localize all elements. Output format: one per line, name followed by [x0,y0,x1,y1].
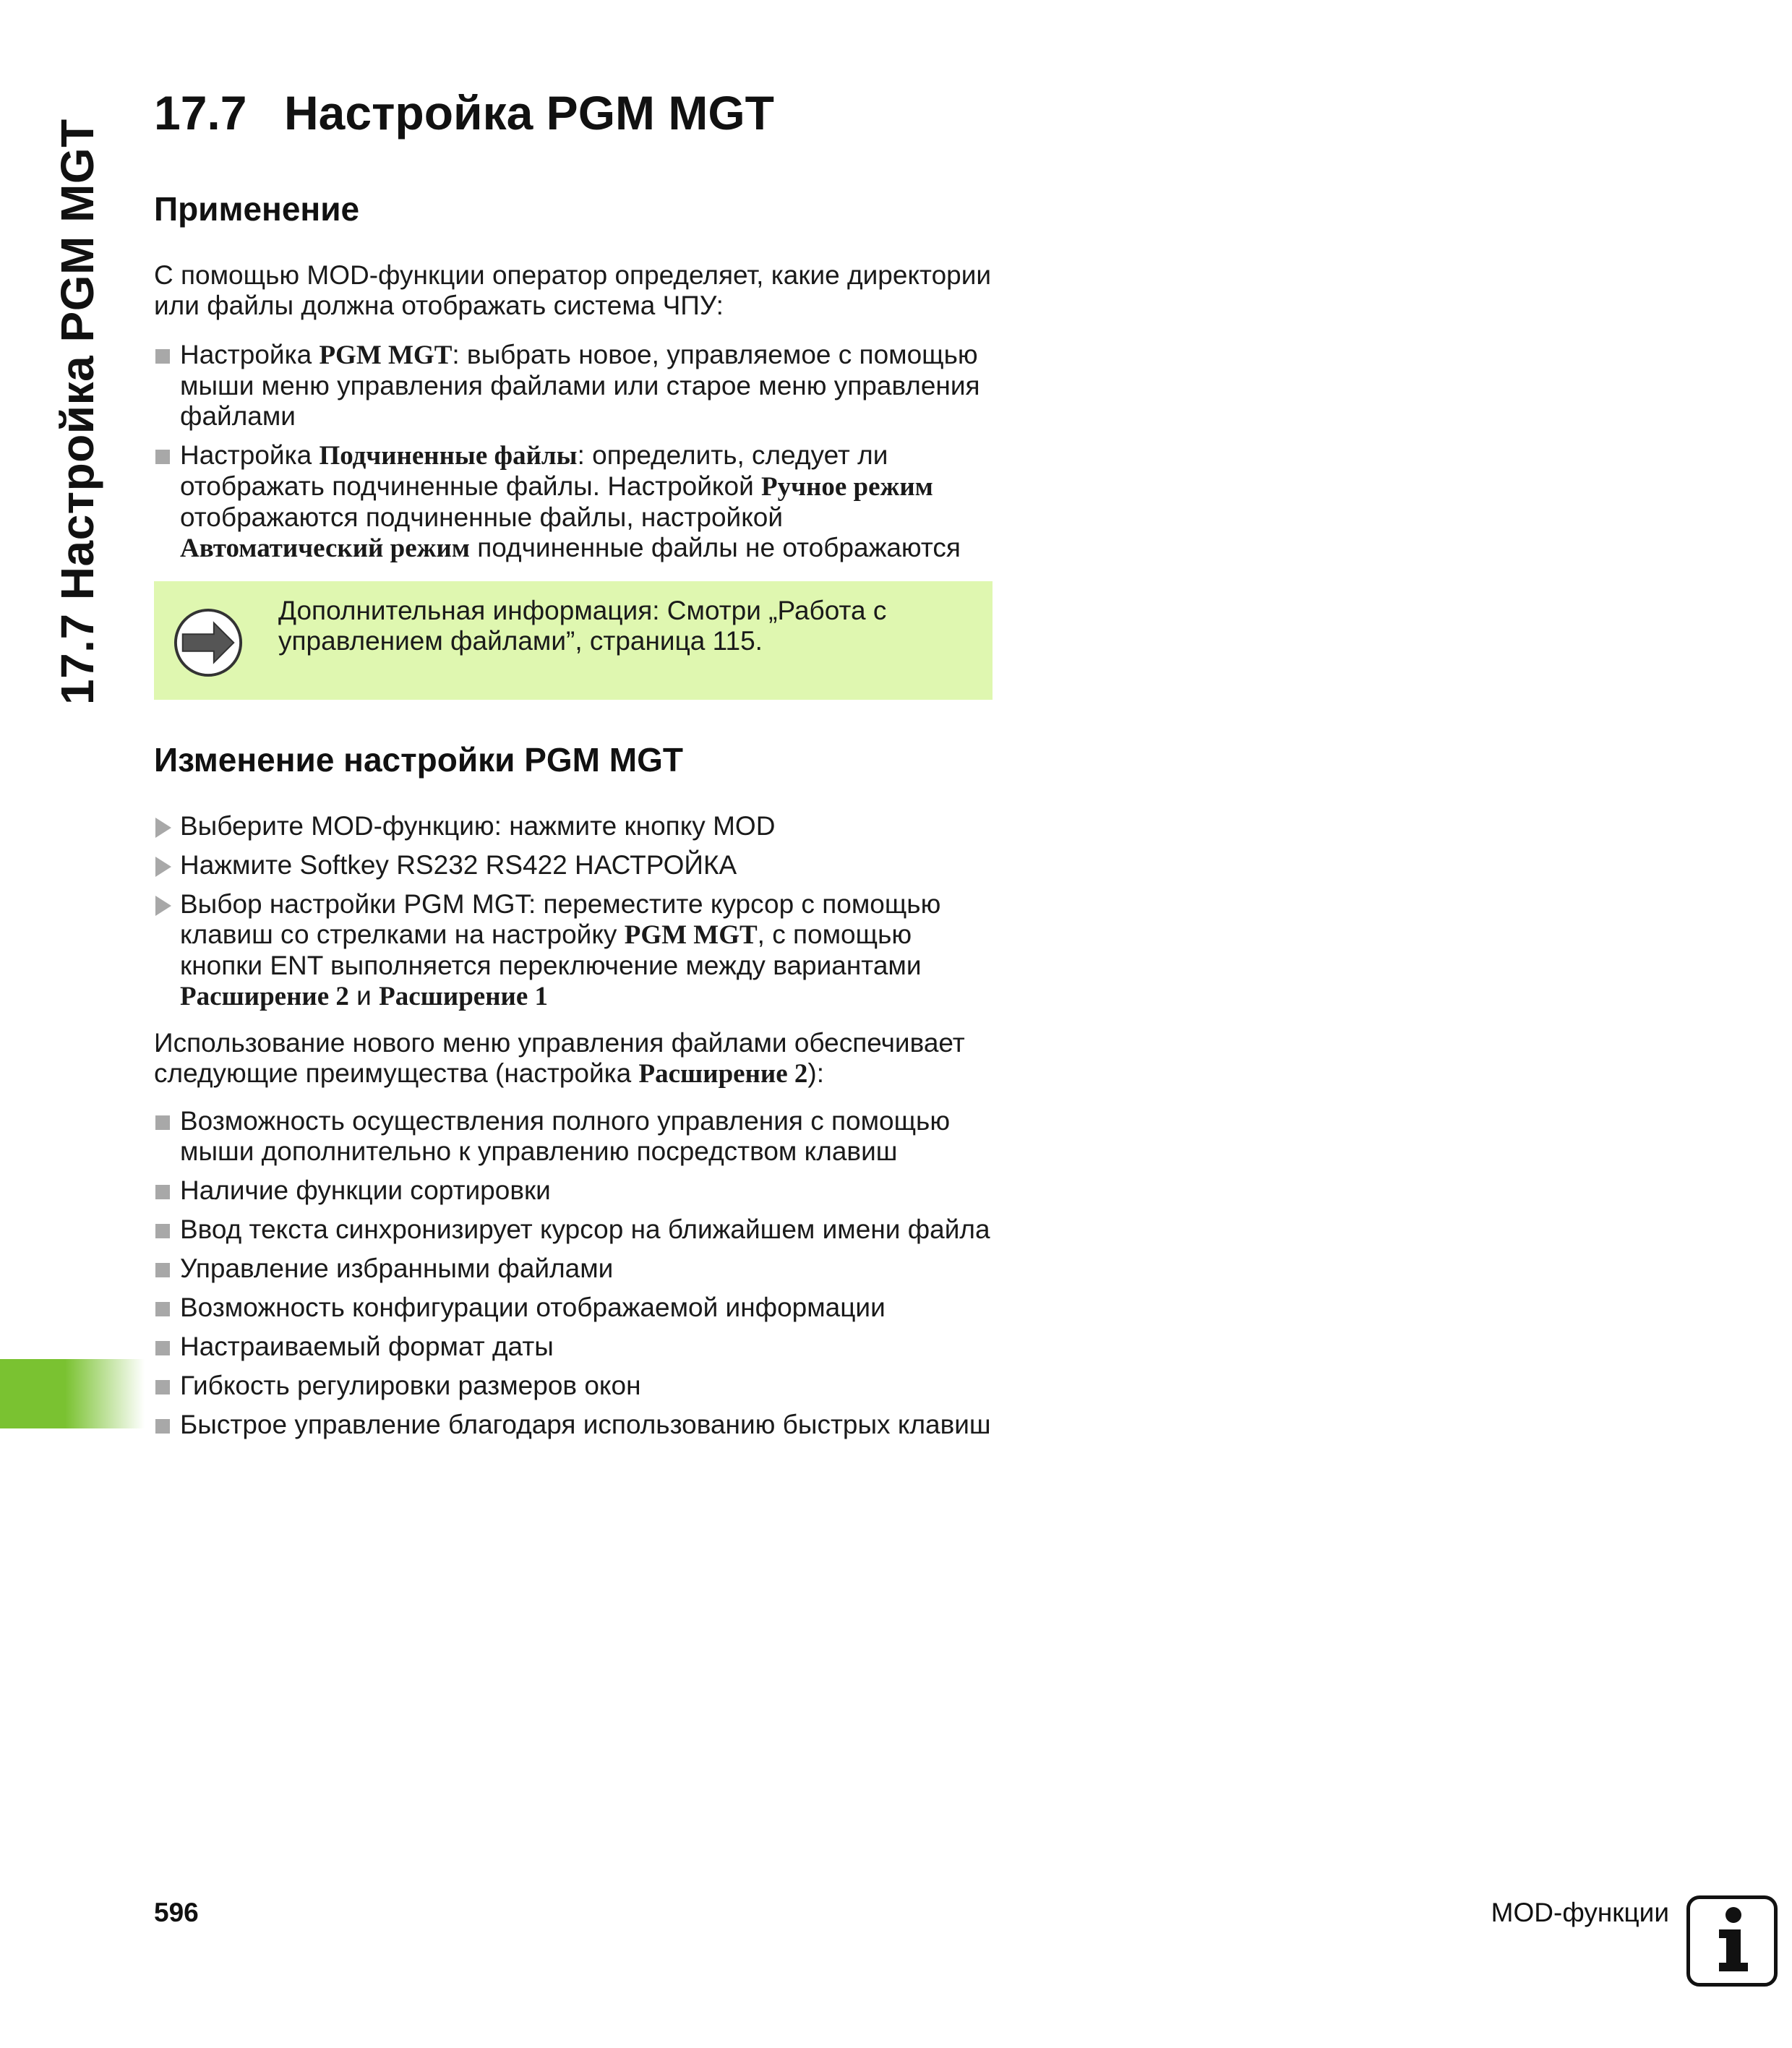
square-bullet-icon [155,450,170,464]
list-item: Нажмите Softkey RS232 RS422 НАСТРОЙКА [154,850,993,881]
list-item: Управление избранными файлами [154,1254,993,1284]
list-item: Возможность конфигурации отображаемой информации [154,1293,993,1323]
section-number: 17.7 [154,86,247,140]
square-bullet-icon [155,1380,170,1394]
footer-section-name: MOD-функции [1491,1898,1669,1927]
info-i-glyph [1690,1899,1774,1983]
chapter-thumb-tab [0,1359,145,1428]
arrow-right-icon [173,607,244,678]
square-bullet-icon [155,1115,170,1130]
info-icon [1686,1895,1778,1987]
side-chapter-title: 17.7 Настройка PGM MGT [51,119,103,705]
square-bullet-icon [155,1302,170,1316]
page-title [154,85,774,140]
triangle-bullet-icon [155,857,171,877]
list-item: Выбор настройки PGM MGT: переместите курсор с помощью клавиш со стрелками на настройку PGM MGT, с помощью кнопки ENT выполняется переключение между вариантами Расширение 2 и Расширение 1 [154,889,993,1012]
note-box [154,581,993,700]
list-item: Выберите MOD-функцию: нажмите кнопку MOD [154,811,993,841]
section-title: Настройка PGM MGT [284,86,774,140]
subheading-application: Применение [154,190,360,228]
square-bullet-icon [155,1341,170,1355]
list-item: Быстрое управление благодаря использованию быстрых клавиш [154,1410,993,1440]
triangle-bullet-icon [155,896,171,916]
square-bullet-icon [155,1224,170,1238]
list-item: Возможность осуществления полного управления с помощью мыши дополнительно к управлению посредством клавиш [154,1106,993,1167]
square-bullet-icon [155,1263,170,1277]
list-item: Гибкость регулировки размеров окон [154,1371,993,1401]
list-item: Ввод текста синхронизирует курсор на ближайшем имени файла [154,1214,993,1245]
subheading-change-setting: Изменение настройки PGM MGT [154,741,683,779]
note-text: Дополнительная информация: Смотри „Работа с управлением файлами”, страница 115. [278,596,887,656]
page-number: 596 [154,1898,199,1927]
settings-list [154,340,993,573]
list-item: Настраиваемый формат даты [154,1332,993,1362]
list-item: Настройка PGM MGT: выбрать новое, управляемое с помощью мыши меню управления файлами или старое меню управления файлами [154,340,993,432]
square-bullet-icon [155,1185,170,1199]
benefits-intro: Использование нового меню управления файлами обеспечивает следующие преимущества (настройка Расширение 2): [154,1028,965,1089]
triangle-bullet-icon [155,818,171,838]
square-bullet-icon [155,1419,170,1434]
intro-paragraph: С помощью MOD-функции оператор определяет, какие директории или файлы должна отображать система ЧПУ: [154,260,992,320]
benefits-list [154,1106,993,1449]
square-bullet-icon [155,349,170,364]
steps-list [154,811,993,1021]
list-item: Настройка Подчиненные файлы: определить, следует ли отображать подчиненные файлы. Настройкой Ручное режим отображаются подчиненные файлы, настройкой Автоматический режим подчиненные файлы не отображаются [154,440,993,564]
list-item: Наличие функции сортировки [154,1175,993,1206]
